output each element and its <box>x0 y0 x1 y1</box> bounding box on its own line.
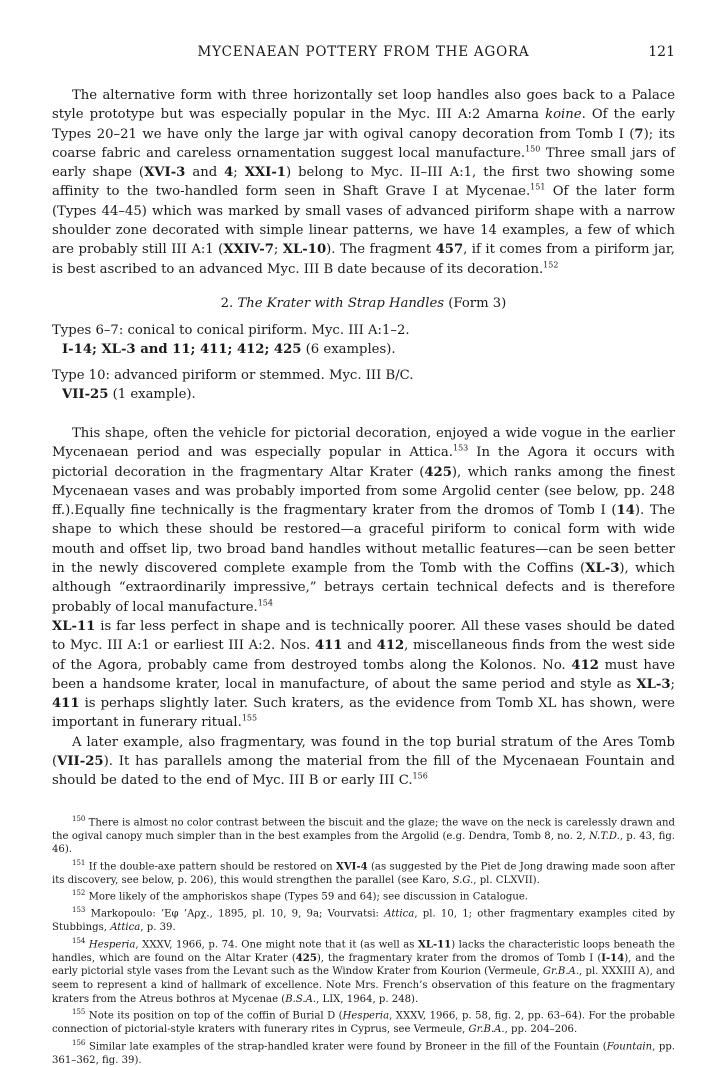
page-number: 121 <box>648 44 675 60</box>
footnote-ref[interactable]: 152 <box>543 260 559 270</box>
page <box>52 44 675 1067</box>
footnote-ref[interactable]: 150 <box>525 144 541 154</box>
footnote-ref[interactable]: 156 <box>412 771 428 781</box>
page-header <box>52 44 675 66</box>
footnote-153: $^{153}$ Markopoulo: ’Εφ ’Αρχ., 1895, pl. 10, 9, 9a; Vourvatsi: Attica, pl. 10, 1; other fragmentary examples cited by Stubbings, Attica, p. 39. <box>52 906 676 934</box>
running-title: MYCENAEAN POTTERY FROM THE AGORA <box>197 44 530 60</box>
types-list <box>52 321 675 404</box>
footnote-ref[interactable]: 155 <box>241 714 258 724</box>
types-entry <box>52 366 675 404</box>
type-description: Types 6–7: conical to conical piriform. Myc. III A:1–2. <box>52 322 410 338</box>
footnote-ref[interactable]: 151 <box>530 183 546 193</box>
footnote-152: $^{152}$ More likely of the amphoriskos shape (Types 59 and 64); see discussion in Catalogue. <box>72 889 528 903</box>
type-references: VII-25 (1 example). <box>62 386 196 402</box>
footnote-151: $^{151}$ If the double-axe pattern should be restored on XVI-4 (as suggested by the Piet de Jong drawing made soon after its discovery, see below, p. 206), this would strengthen the parallel (see Karo, S.G., pl. CLXVII). <box>52 858 675 886</box>
section-heading: 2. The Krater with Strap Handles (Form 3) <box>220 295 507 311</box>
paragraph-krater-shape: This shape, often the vehicle for pictorial decoration, enjoyed a wide vogue in the earlier Mycenaean period and was especially popular in Attica.$^{153}$ In the Agora it occurs with pictorial decoration in the fragmentary Altar Krater (425), which ranks among the finest Mycenaean vases and was probably imported from some Argolid center (see below, pp. 248 ff.).Equally fine technically is the fragmentary krater from the dromos of Tomb I (14). The shape to which these should be restored—a graceful piriform to conical form with wide mouth and offset lip, two broad band handles without metallic features—can be seen better in the newly discovered complete example from the Tomb with the Coffins (XL-3), which although “extraordinarily impressive,” betrays certain technical defects and is therefore probably of local manufacture.$^{154}$ XL-11 is far less perfect in shape and is technically poorer. All these vases should be dated to Myc. III A:1 or earliest III A:2. Nos. 411 and 412, miscellaneous finds from the west side of the Agora, probably came from destroyed tombs along the Kolonos. No. 412 must have been a handsome krater, local in manufacture, of about the same period and style as XL-3; 411 is perhaps slightly later. Such kraters, as the evidence from Tomb XL has shown, were important in funerary ritual.$^{155}$ <box>52 425 676 731</box>
footnote-ref[interactable]: 154 <box>257 598 273 608</box>
footnote-ref[interactable]: 153 <box>452 443 469 453</box>
paragraph-three-handled-jar: The alternative form with three horizontally set loop handles also goes back to a Palace style prototype but was especially popular in the Myc. III A:2 Amarna koine. Of the early Types 20–21 we have only the large jar with ogival canopy decoration from Tomb I (7); its coarse fabric and careless ornamentation suggest local manufacture.$^{150}$ Three small jars of early shape (XVI-3 and 4; XXI-1) belong to Myc. II–III A:1, the first two showing some affinity to the two-handled form seen in Shaft Grave I at Mycenae.$^{151}$ Of the later form (Types 44–45) which was marked by small vases of advanced piriform shape with a narrow shoulder zone decorated with simple linear patterns, we have 14 examples, a few of which are probably still III A:1 (XXIV-7; XL-10). The fragment 457, if it comes from a piriform jar, is best ascribed to an advanced Myc. III B date because of its decoration.$^{152}$ <box>52 88 675 277</box>
footnote-150: $^{150}$ There is almost no color contrast between the biscuit and the glaze; the wave on the neck is carelessly drawn and the ogival canopy much simpler than in the best examples from the Argolid (e.g. Dendra, Tomb 8, no. 2, N.T.D., p. 43, fig. 46). <box>52 814 675 856</box>
footnote-154: $^{154}$ Hesperia, XXXV, 1966, p. 74. One might note that it (as well as XL-11) lacks the characteristic loops beneath the handles, which are found on the Altar Krater (425), the fragmentary krater from the dromos of Tomb I (I-14), and the early pictorial style vases from the Levant such as the Window Krater from Kourion (Vermeule, Gr.B.A., pl. XXXIII A), and seem to represent a kind of hallmark of excellence. Note Mrs. French’s observation of this feature on the fragmentary kraters from the Atreus bothros at Mycenae (B.S.A., LIX, 1964, p. 248). <box>52 936 675 1005</box>
footnotes <box>52 813 675 1067</box>
type-description: Type 10: advanced piriform or stemmed. Myc. III B/C. <box>52 367 414 383</box>
footnote-155: $^{155}$ Note its position on top of the coffin of Burial D (Hesperia, XXXV, 1966, p. 58, fig. 2, pp. 63–64). For the probable connection of pictorial-style kraters with funerary rites in Cyprus, see Vermeule, Gr.B.A., pp. 204–206. <box>52 1008 675 1036</box>
types-entry <box>52 321 675 359</box>
paragraph-later-example: A later example, also fragmentary, was found in the top burial stratum of the Ares Tomb (VII-25). It has parallels among the material from the fill of the Mycenaean Fountain and should be dated to the end of Myc. III B or early III C.$^{156}$ <box>52 734 675 789</box>
footnote-156: $^{156}$ Similar late examples of the strap-handled krater were found by Broneer in the fill of the Fountain (Fountain, pp. 361–362, fig. 39). <box>52 1038 675 1066</box>
type-references: I-14; XL-3 and 11; 411; 412; 425 (6 examples). <box>62 341 396 357</box>
